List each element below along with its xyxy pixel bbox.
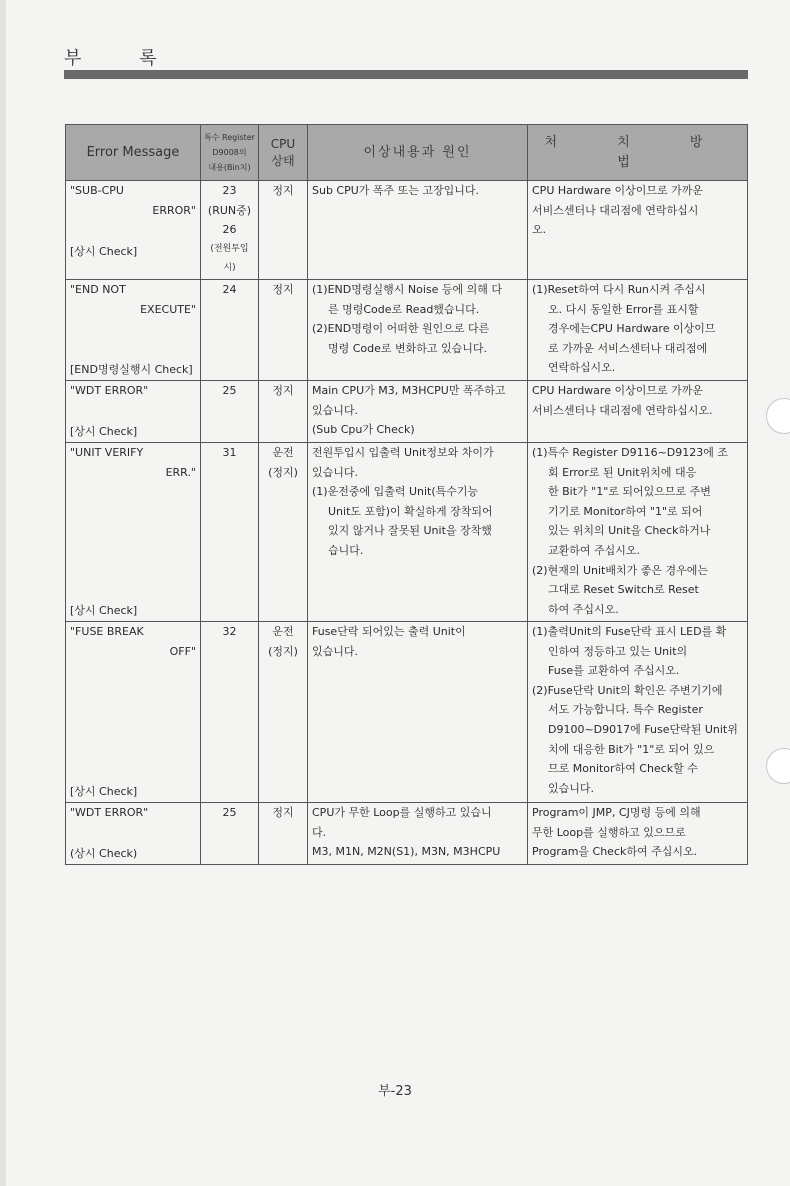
cause-text: 있습니다.	[312, 403, 359, 417]
register-value: 31	[222, 445, 237, 459]
cell-cpu-state	[259, 279, 308, 380]
cause-text: 전원투입시 입출력 Unit정보와 차이가	[312, 445, 494, 459]
action-text: D9100~D9017에 Fuse단락된 Unit위	[548, 722, 738, 736]
action-text: 치에 대응한 Bit가 "1"로 되어 있으	[548, 742, 715, 756]
cpu-state: (정지)	[268, 644, 298, 658]
cause-text: (Sub Cpu가 Check)	[312, 423, 415, 437]
cause-text: M3, M1N, M2N(S1), M3N, M3HCPU	[312, 845, 501, 859]
cpu-state: 정지	[272, 184, 294, 197]
cell-error-message	[66, 279, 201, 380]
cell-register	[201, 621, 259, 802]
cpu-state: (정지)	[268, 465, 298, 479]
table-row	[66, 181, 748, 280]
action-text: (1)특수 Register D9116~D9123에 조	[532, 445, 729, 459]
cell-action	[528, 621, 748, 802]
register-value: 23	[222, 184, 237, 197]
cell-action	[528, 279, 748, 380]
action-text: 경우에는CPU Hardware 이상이므	[548, 322, 716, 336]
register-value: 25	[222, 805, 237, 819]
cell-register	[201, 181, 259, 280]
action-text: (1)Reset하여 다시 Run시켜 주십시	[532, 282, 706, 296]
message-text: OFF"	[169, 644, 196, 658]
action-text: Fuse를 교환하여 주십시오.	[548, 664, 680, 678]
action-text: 회 Error로 된 Unit위치에 대응	[548, 465, 697, 479]
cell-register	[201, 802, 259, 864]
action-text: 인하여 정등하고 있는 Unit의	[548, 644, 688, 658]
action-text: 오. 다시 동일한 Error를 표시할	[548, 302, 699, 316]
cause-text: Sub CPU가 폭주 또는 고장입니다.	[312, 184, 480, 197]
register-value: 24	[222, 282, 237, 296]
page-edge	[0, 0, 6, 1186]
header-cpu-line: CPU	[270, 136, 296, 151]
register-value: 25	[222, 383, 237, 397]
action-text: 기기로 Monitor하여 "1"로 되어	[548, 504, 703, 518]
header-action: 처 치 방 법	[528, 125, 748, 181]
register-value: (전원투입시)	[210, 243, 249, 274]
action-text: 있습니다.	[548, 781, 595, 795]
cell-error-message	[66, 380, 201, 442]
action-text: (2)현재의 Unit배치가 좋은 경우에는	[532, 563, 708, 577]
cell-cpu-state	[259, 380, 308, 442]
header-error-message: Error Message	[66, 125, 201, 181]
cause-text: 른 명령Code로 Read했습니다.	[328, 302, 480, 316]
cell-cause	[308, 279, 528, 380]
message-text: "FUSE BREAK	[70, 624, 144, 638]
cpu-state: 운전	[272, 445, 294, 459]
action-text: 므로 Monitor하여 Check할 수	[548, 762, 698, 776]
error-table	[65, 124, 748, 865]
cause-text: Unit도 포함)이 확실하게 장착되어	[328, 504, 493, 518]
cpu-state: 정지	[272, 383, 294, 397]
cause-text: CPU가 무한 Loop를 실행하고 있습니	[312, 805, 492, 819]
action-text: Program이 JMP, CJ명령 등에 의해	[532, 805, 701, 819]
header-register-line: 내용(Bin치)	[208, 163, 251, 172]
cell-register	[201, 442, 259, 621]
table-row	[66, 279, 748, 380]
message-text: "WDT ERROR"	[70, 805, 149, 819]
cause-text: 있습니다.	[312, 644, 359, 658]
action-text: 그대로 Reset Switch로 Reset	[548, 583, 699, 597]
check-condition: [상시 Check]	[70, 604, 138, 618]
cell-action	[528, 442, 748, 621]
cell-cpu-state	[259, 181, 308, 280]
message-text: ERROR"	[152, 203, 196, 217]
cell-cause	[308, 181, 528, 280]
action-text: (1)출력Unit의 Fuse단락 표시 LED를 확	[532, 624, 727, 638]
action-text: 서비스센터나 대리점에 연락하십시	[532, 203, 699, 217]
header-cpu-state	[259, 125, 308, 181]
binder-hole-icon	[766, 398, 790, 434]
header-cpu-line: 상태	[271, 153, 295, 168]
table-row	[66, 802, 748, 864]
header-cause: 이상내용과 원인	[308, 125, 528, 181]
register-value: (RUN중)	[207, 203, 252, 217]
message-text: "UNIT VERIFY	[70, 445, 144, 459]
cell-cause	[308, 380, 528, 442]
cause-text: 있습니다.	[312, 465, 359, 479]
cell-error-message	[66, 802, 201, 864]
header-register	[201, 125, 259, 181]
cause-text: Main CPU가 M3, M3HCPU만 폭주하고	[312, 383, 506, 397]
binder-hole-icon	[766, 748, 790, 784]
check-condition: [상시 Check]	[70, 785, 138, 799]
action-text: 교환하여 주십시오.	[548, 543, 641, 557]
cell-register	[201, 279, 259, 380]
cause-text: 있지 않거나 잘못된 Unit을 장착했	[328, 524, 492, 538]
cell-cause	[308, 442, 528, 621]
page-number: 부-23	[378, 1084, 412, 1099]
header-register-line: 특수 Register	[204, 133, 255, 142]
table-row	[66, 380, 748, 442]
register-value: 26	[222, 223, 237, 237]
check-condition: [상시 Check]	[70, 425, 138, 439]
cell-error-message	[66, 181, 201, 280]
cpu-state: 정지	[272, 282, 294, 296]
cause-text: Fuse단락 되어있는 출력 Unit이	[312, 624, 466, 638]
cell-action	[528, 802, 748, 864]
action-text: CPU Hardware 이상이므로 가까운	[532, 383, 703, 397]
cpu-state: 운전	[272, 624, 294, 638]
cell-register	[201, 380, 259, 442]
action-text: 서비스센터나 대리점에 연락하십시오.	[532, 403, 713, 417]
cell-cause	[308, 802, 528, 864]
section-title: 부 록	[64, 48, 183, 69]
message-text: "SUB-CPU	[70, 184, 124, 197]
cause-text: 습니다.	[328, 543, 364, 557]
cause-text: (1)END명령실행시 Noise 등에 의해 다	[312, 282, 502, 296]
action-text: Program을 Check하여 주십시오.	[532, 845, 698, 859]
register-value: 32	[222, 624, 237, 638]
check-condition: [상시 Check]	[70, 245, 138, 259]
header-rule	[64, 70, 748, 79]
action-text: 서도 가능합니다. 특수 Register	[548, 703, 703, 717]
cause-text: 명령 Code로 변화하고 있습니다.	[328, 341, 488, 355]
action-text: CPU Hardware 이상이므로 가까운	[532, 184, 703, 197]
message-text: ERR."	[165, 465, 196, 479]
message-text: "END NOT	[70, 282, 126, 296]
cell-cause	[308, 621, 528, 802]
action-text: 있는 위치의 Unit을 Check하거나	[548, 524, 711, 538]
table-header-row	[66, 125, 748, 181]
action-text: (2)Fuse단락 Unit의 확인은 주변기기에	[532, 683, 723, 697]
cell-cpu-state	[259, 442, 308, 621]
cpu-state: 정지	[272, 805, 294, 819]
message-text: EXECUTE"	[140, 302, 196, 316]
check-condition: (상시 Check)	[70, 847, 138, 861]
cell-action	[528, 380, 748, 442]
cell-action	[528, 181, 748, 280]
action-text: 하여 주십시오.	[548, 602, 619, 616]
table-row	[66, 621, 748, 802]
table-row	[66, 442, 748, 621]
action-text: 로 가까운 서비스센터나 대리점에	[548, 341, 708, 355]
cell-error-message	[66, 442, 201, 621]
check-condition: [END명령실행시 Check]	[70, 363, 193, 377]
action-text: 오.	[532, 223, 547, 237]
cell-error-message	[66, 621, 201, 802]
action-text: 연락하십시오.	[548, 361, 616, 375]
cell-cpu-state	[259, 802, 308, 864]
action-text: 한 Bit가 "1"로 되어있으므로 주변	[548, 485, 711, 499]
cell-cpu-state	[259, 621, 308, 802]
cause-text: (1)운전중에 입출력 Unit(특수기능	[312, 485, 479, 499]
cause-text: 다.	[312, 825, 327, 839]
header-register-line: D9008의	[212, 148, 247, 157]
action-text: 무한 Loop를 실행하고 있으므로	[532, 825, 686, 839]
cause-text: (2)END명령이 어떠한 원인으로 다른	[312, 322, 490, 336]
message-text: "WDT ERROR"	[70, 383, 149, 397]
